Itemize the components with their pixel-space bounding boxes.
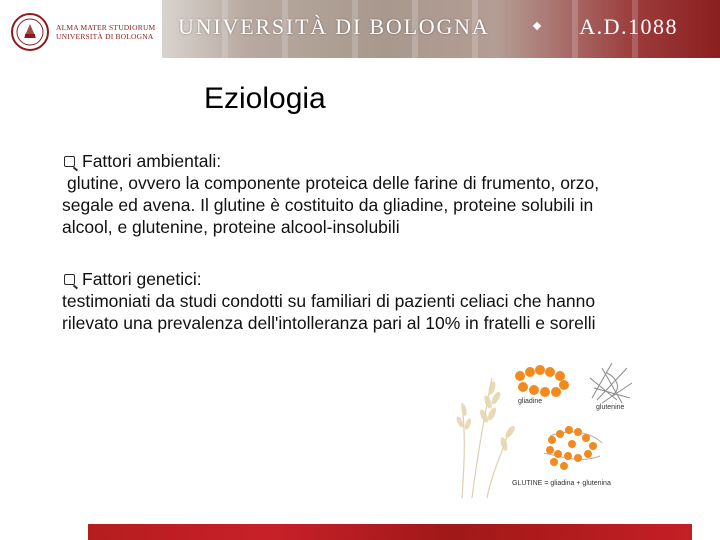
wheat-and-protein-image — [432, 358, 662, 498]
university-logo — [10, 10, 158, 54]
body-line: alcool, e glutenine, proteine alcool-insolubili — [62, 217, 400, 237]
slide-title: Eziologia — [204, 82, 326, 115]
gliadine-molecule-icon — [515, 365, 569, 397]
body-line: testimoniati da studi condotti su familiari di pazienti celiaci che hanno — [62, 291, 596, 311]
section-genetic — [62, 268, 702, 334]
section-heading-line — [62, 150, 702, 172]
label-gliadine: gliadine — [518, 398, 543, 405]
gluten-complex-icon — [544, 426, 602, 470]
section-heading: Fattori genetici: — [82, 269, 202, 289]
section-heading: Fattori ambientali: — [82, 151, 222, 171]
banner-year: A.D.1088 — [579, 14, 678, 39]
checkbox-bullet-icon — [64, 274, 75, 285]
banner-title: UNIVERSITÀ DI BOLOGNA — [178, 14, 490, 39]
label-gluten-equation: GLUTINE = gliadina + glutenina — [512, 480, 611, 487]
label-glutenine: glutenine — [596, 404, 625, 411]
banner-separator — [533, 22, 541, 30]
body-line: rilevato una prevalenza dell'intolleranza pari al 10% in fratelli e sorelli — [62, 313, 596, 333]
body-line: glutine, ovvero la componente proteica delle farine di frumento, orzo, — [67, 173, 600, 193]
footer-stripe — [88, 524, 692, 540]
section-heading-line — [62, 268, 702, 290]
gluten-illustration — [432, 358, 662, 498]
logo-line-1: ALMA MATER STUDIORUM — [56, 23, 156, 32]
logo-line-2: UNIVERSITÀ DI BOLOGNA — [56, 32, 154, 41]
section-environmental — [62, 150, 702, 238]
body-line: segale ed avena. Il glutine è costituito da gliadine, proteine solubili in — [62, 195, 594, 215]
logo-text — [56, 23, 155, 41]
university-seal-icon — [10, 12, 50, 52]
checkbox-bullet-icon — [64, 156, 75, 167]
header — [0, 0, 720, 66]
header-banner — [162, 0, 720, 58]
glutenine-network-icon — [590, 363, 632, 403]
